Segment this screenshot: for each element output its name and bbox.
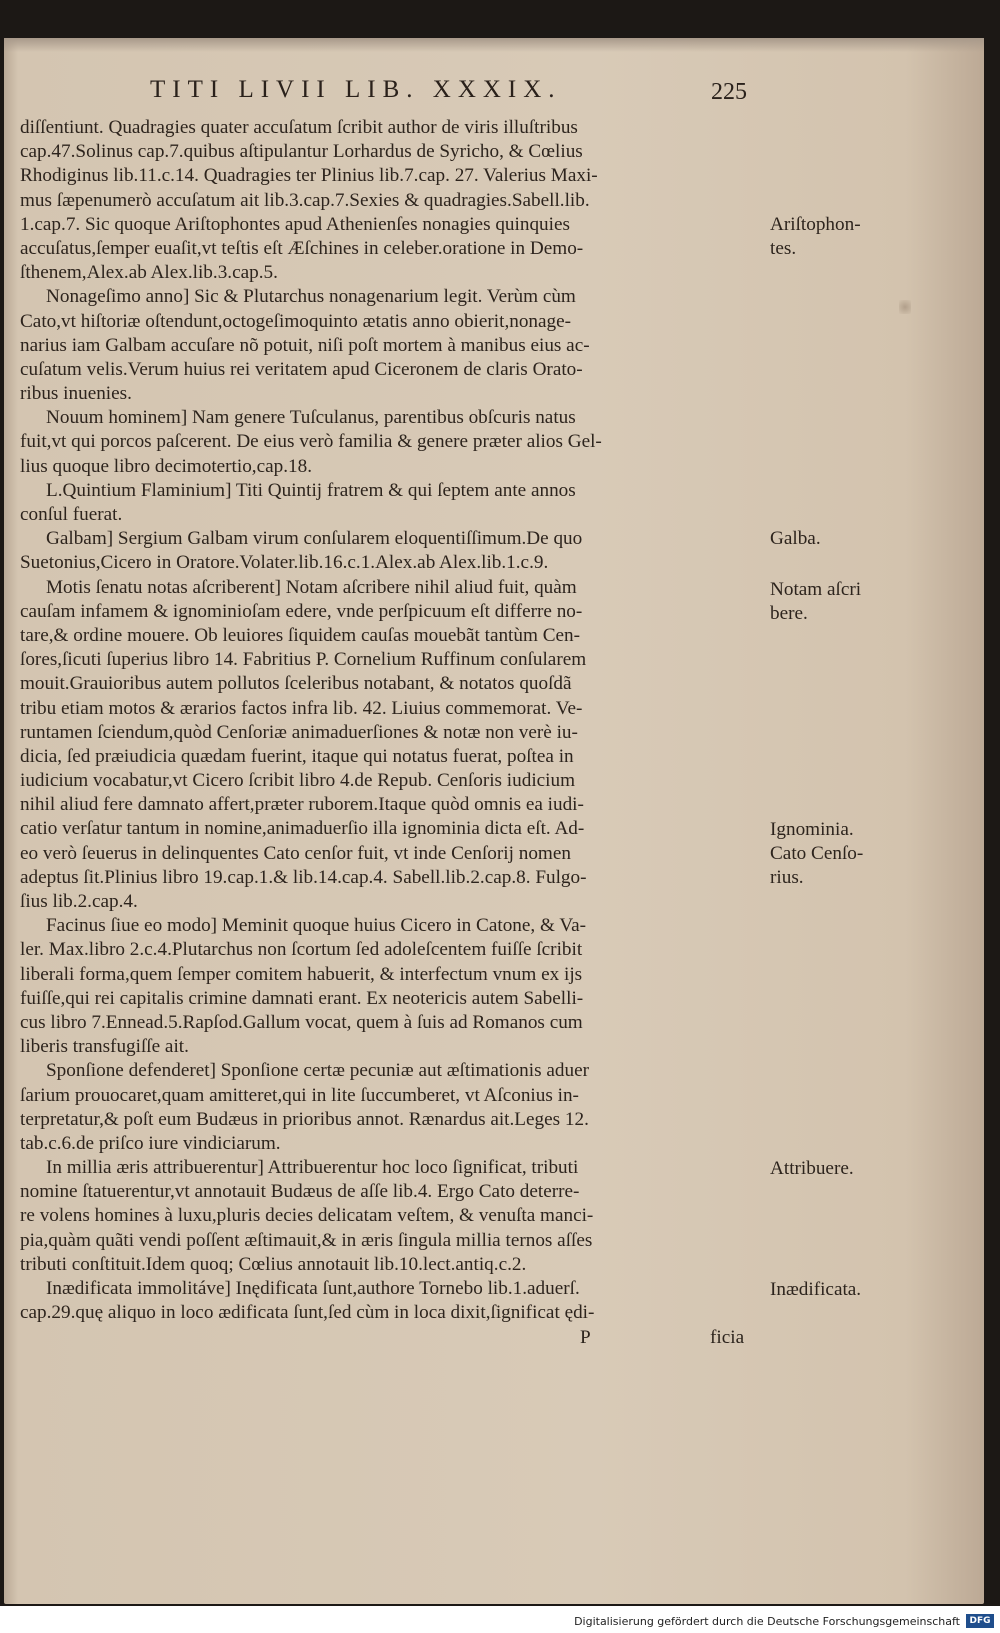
text-line: liberis transfugiſſe ait. xyxy=(20,1036,189,1058)
text-line: nomine ſtatuerentur,vt annotauit Budæus de aſſe lib.4. Ergo Cato deterre- xyxy=(20,1181,580,1203)
text-line: conſul fuerat. xyxy=(20,504,123,525)
text-line: re volens homines à luxu,pluris decies delicatam veſtem, & venuſta manci- xyxy=(20,1205,594,1227)
margin-note: Attribuere. xyxy=(770,1157,854,1179)
lemma-line: Sponſione defenderet] Sponſione certæ pecuniæ aut æſtimationis aduer xyxy=(46,1060,589,1082)
text-line: tribu etiam motos & ærarios factos infra lib. 42. Liuius commemorat. Ve- xyxy=(20,697,583,719)
text-line: mouit.Grauioribus autem pollutos ſceleribus notabant, & notatos quoſdã xyxy=(20,673,572,695)
text-line: terpretatur,& poſt eum Budæus in prioribus annot. Rænardus ait.Leges 12. xyxy=(20,1108,589,1130)
page-shadow xyxy=(4,38,984,52)
text-line: mus ſæpenumerò accuſatum ait lib.3.cap.7.Sexies & quadragies.Sabell.lib. xyxy=(20,189,590,211)
catchword: ficia xyxy=(710,1327,745,1348)
text-line: ſthenem,Alex.ab Alex.lib.3.cap.5. xyxy=(20,262,278,284)
text-line: cauſam infamem & ignominioſam edere, vnde perſpicuum eſt differre no- xyxy=(20,600,583,622)
text-line: cus libro 7.Ennead.5.Rapſod.Gallum vocat, quem à ſuis ad Romanos cum xyxy=(20,1011,583,1033)
signature-mark: P xyxy=(580,1327,591,1348)
text-line: ſores,ſicuti ſuperius libro 14. Fabritius P. Cornelium Ruffinum conſularem xyxy=(20,649,587,671)
lemma-line: Motis ſenatu notas aſcriberent] Notam aſcribere nihil aliud fuit, quàm xyxy=(46,576,577,598)
text-line: ribus inuenies. xyxy=(20,383,132,405)
text-line: diſſentiunt. Quadragies quater accuſatum ſcribit author de viris illuſtribus xyxy=(20,117,578,138)
text-line: tare,& ordine mouere. Ob leuiores ſiquidem cauſas mouebãt tantùm Cen- xyxy=(20,624,580,646)
text-line: adeptus ſit.Plinius libro 19.cap.1.& lib.14.cap.4. Sabell.lib.2.cap.8. Fulgo- xyxy=(20,866,587,888)
text-line: cuſatum velis.Verum huius rei veritatem apud Ciceronem de claris Orato- xyxy=(20,358,583,380)
text-line: fuit,vt qui porcos paſcerent. De eius verò familia & genere præter alios Gel- xyxy=(20,431,602,453)
lemma-line: Nonageſimo anno] Sic & Plutarchus nonagenarium legit. Verùm cùm xyxy=(46,286,576,308)
text-line: Cato,vt hiſtoriæ oſtendunt,octogeſimoquinto ætatis anno obierit,nonage- xyxy=(20,310,572,332)
text-line: nihil aliud fere damnato affert,præter ruborem.Itaque quòd omnis ea iudi- xyxy=(20,794,584,816)
running-head: TITI LIVII LIB. XXXIX. xyxy=(150,76,562,103)
margin-note: Notam aſcri xyxy=(770,579,862,600)
dfg-logo-icon: DFG xyxy=(966,1614,994,1628)
text-line: dicia, ſed præiudicia quædam fuerint, itaque qui notatus fuerat, poſtea in xyxy=(20,745,574,767)
text-line: ler. Max.libro 2.c.4.Plutarchus non ſcortum ſed adoleſcentem fuiſſe ſcribit xyxy=(20,939,583,961)
folio-number: 225 xyxy=(711,79,747,105)
ink-smudge xyxy=(899,300,911,314)
text-line: narius iam Galbam accuſare nõ potuit, niſi poſt mortem à manibus eius ac- xyxy=(20,334,590,356)
margin-note: tes. xyxy=(770,238,797,259)
margin-note: Cato Cenſo- xyxy=(770,843,864,864)
text-line: eo verò ſeuerus in delinquentes Cato cenſor fuit, vt inde Cenſorij nomen xyxy=(20,842,571,864)
margin-note: bere. xyxy=(770,603,808,624)
margin-note: Inædificata. xyxy=(770,1278,862,1300)
text-line: 1.cap.7. Sic quoque Ariſtophontes apud Athenienſes nonagies quinquies xyxy=(20,213,570,235)
lemma-line: Facinus ſiue eo modo] Meminit quoque huius Cicero in Catone, & Va- xyxy=(46,915,587,937)
text-line: lius quoque libro decimotertio,cap.18. xyxy=(20,455,313,477)
text-line: accuſatus,ſemper euaſit,vt teſtis eſt Æſchines in celeber.oratione in Demo- xyxy=(20,237,584,259)
margin-note: Ariſtophon- xyxy=(770,213,861,235)
lemma-line: Nouum hominem] Nam genere Tuſculanus, parentibus obſcuris natus xyxy=(46,407,576,429)
footer-credit: Digitalisierung gefördert durch die Deutsche Forschungsgemeinschaft xyxy=(574,1615,960,1628)
text-line: cap.29.quę aliquo in loco ædificata ſunt,ſed cùm in loca dixit,ſignificat ędi- xyxy=(20,1302,595,1324)
text-line: runtamen ſciendum,quòd Cenſoriæ animaduerſiones & notæ non verè iu- xyxy=(20,721,578,743)
text-line: Suetonius,Cicero in Oratore.Volater.lib.16.c.1.Alex.ab Alex.lib.1.c.9. xyxy=(20,552,549,574)
lemma-line: In millia æris attribuerentur] Attribuerentur hoc loco ſignificat, tributi xyxy=(46,1157,579,1179)
lemma-line: Galbam] Sergium Galbam virum conſularem eloquentiſſimum.De quo xyxy=(46,528,583,550)
text-line: iudicium vocabatur,vt Cicero ſcribit libro 4.de Repub. Cenſoris iudicium xyxy=(20,770,576,792)
text-line: ſarium prouocaret,quam amitteret,qui in lite ſuccumberet, vt Aſconius in- xyxy=(20,1084,579,1106)
text-line: liberali forma,quem ſemper comitem habuerit, & interfectum vnum ex ijs xyxy=(20,963,583,985)
text-line: cap.47.Solinus cap.7.quibus aſtipulantur Lorhardus de Syricho, & Cœlius xyxy=(20,141,583,163)
footer-bar xyxy=(0,1606,1000,1633)
text-line: ſius lib.2.cap.4. xyxy=(20,891,138,912)
lemma-line: L.Quintium Flaminium] Titi Quintij fratrem & qui ſeptem ante annos xyxy=(46,479,576,501)
text-line: pia,quàm quãti vendi poſſent æſtimauit,& in æris ſingula millia ternos aſſes xyxy=(20,1229,593,1251)
margin-note: rius. xyxy=(770,867,804,889)
text-line: tributi conſtituit.Idem quoq; Cœlius annotauit lib.10.lect.antiq.c.2. xyxy=(20,1253,527,1275)
text-line: fuiſſe,qui rei capitalis crimine damnati erant. Ex neotericis autem Sabelli- xyxy=(20,987,584,1009)
lemma-line: Inædificata immolitáve] Inędificata ſunt,authore Tornebo lib.1.aduerſ. xyxy=(46,1278,580,1299)
text-line: catio verſatur tantum in nomine,animaduerſio illa ignominia dicta eſt. Ad- xyxy=(20,818,585,840)
body-text xyxy=(20,116,864,1348)
margin-note: Galba. xyxy=(770,528,821,550)
margin-note: Ignominia. xyxy=(770,818,854,840)
text-line: tab.c.6.de priſco iure vindiciarum. xyxy=(20,1132,281,1154)
text-line: Rhodiginus lib.11.c.14. Quadragies ter Plinius lib.7.cap. 27. Valerius Maxi- xyxy=(20,165,598,187)
